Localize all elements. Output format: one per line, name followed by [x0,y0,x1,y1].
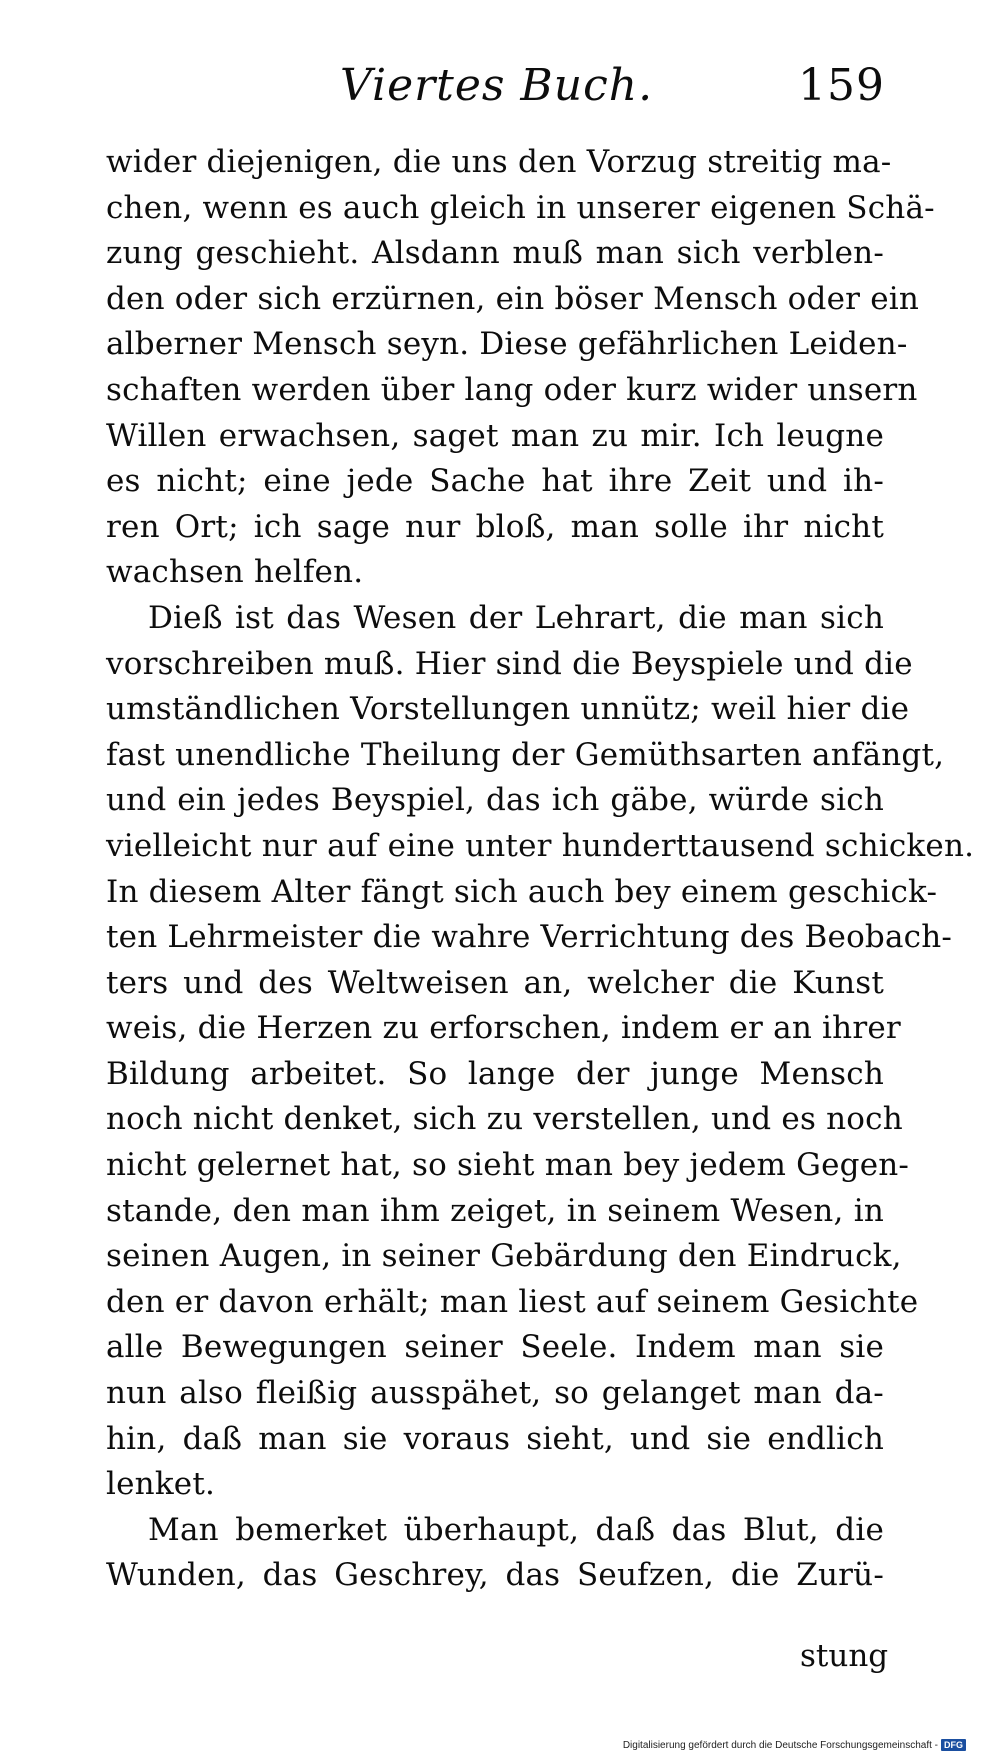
text-line: noch nicht denket, sich zu verstellen, und es noch [106,1101,903,1138]
paragraph-start-line: Dieß ist das Wesen der Lehrart, die man sich [148,599,884,636]
page-number: 159 [798,60,885,111]
dfg-logo: DFG [941,1739,966,1751]
text-line: Wunden, das Geschrey, das Seufzen, die Zurü- [106,1557,884,1594]
text-line: vielleicht nur auf eine unter hunderttausend schicken. [106,827,975,864]
text-line: den oder sich erzürnen, ein böser Mensch oder ein [106,280,920,317]
text-line: ren Ort; ich sage nur bloß, man solle ihr nicht [106,508,884,545]
text-line: vorschreiben muß. Hier sind die Beyspiele und die [106,645,913,682]
text-line: hin, daß man sie voraus sieht, und sie endlich [106,1420,884,1457]
text-line: Willen erwachsen, saget man zu mir. Ich leugne [106,417,884,454]
text-line: alle Bewegungen seiner Seele. Indem man sie [106,1329,884,1366]
catchword: stung [800,1638,889,1674]
text-line: schaften werden über lang oder kurz wider unsern [106,371,918,408]
text-line: zung geschieht. Alsdann muß man sich verblen- [106,235,884,272]
text-line: stande, den man ihm zeiget, in seinem Wesen, in [106,1192,884,1229]
text-line: nicht gelernet hat, so sieht man bey jedem Gegen- [106,1147,910,1184]
running-head [0,52,1000,122]
text-line: umständlichen Vorstellungen unnütz; weil hier die [106,691,910,728]
text-line: und ein jedes Beyspiel, das ich gäbe, würde sich [106,782,884,819]
text-line: nun also fleißig ausspähet, so gelanget man da- [106,1375,884,1412]
digitization-credit [623,1739,966,1751]
running-title: Viertes Buch. [340,60,654,111]
text-line: chen, wenn es auch gleich in unserer eigenen Schä- [106,189,935,226]
body-text [106,140,975,1599]
text-line: lenket. [106,1466,216,1503]
text-line: ters und des Weltweisen an, welcher die Kunst [106,964,884,1001]
text-line: ten Lehrmeister die wahre Verrichtung des Beobach- [106,919,953,956]
text-line: wider diejenigen, die uns den Vorzug streitig ma- [106,144,892,180]
text-line: seinen Augen, in seiner Gebärdung den Eindruck, [106,1238,902,1275]
text-line: Bildung arbeitet. So lange der junge Mensch [106,1055,884,1092]
text-line: In diesem Alter fängt sich auch bey einem geschick- [106,873,938,910]
credit-text: Digitalisierung gefördert durch die Deutsche Forschungsgemeinschaft - [622,1739,938,1751]
text-line: alberner Mensch seyn. Diese gefährlichen Leiden- [106,326,908,363]
text-line: weis, die Herzen zu erforschen, indem er an ihrer [106,1010,901,1047]
text-line: fast unendliche Theilung der Gemüthsarten anfängt, [106,736,945,773]
paragraph-start-line: Man bemerket überhaupt, daß das Blut, die [148,1511,884,1548]
text-line: wachsen helfen. [106,554,364,591]
text-line: es nicht; eine jede Sache hat ihre Zeit und ih- [106,463,884,500]
text-line: den er davon erhält; man liest auf seinem Gesichte [106,1283,919,1320]
